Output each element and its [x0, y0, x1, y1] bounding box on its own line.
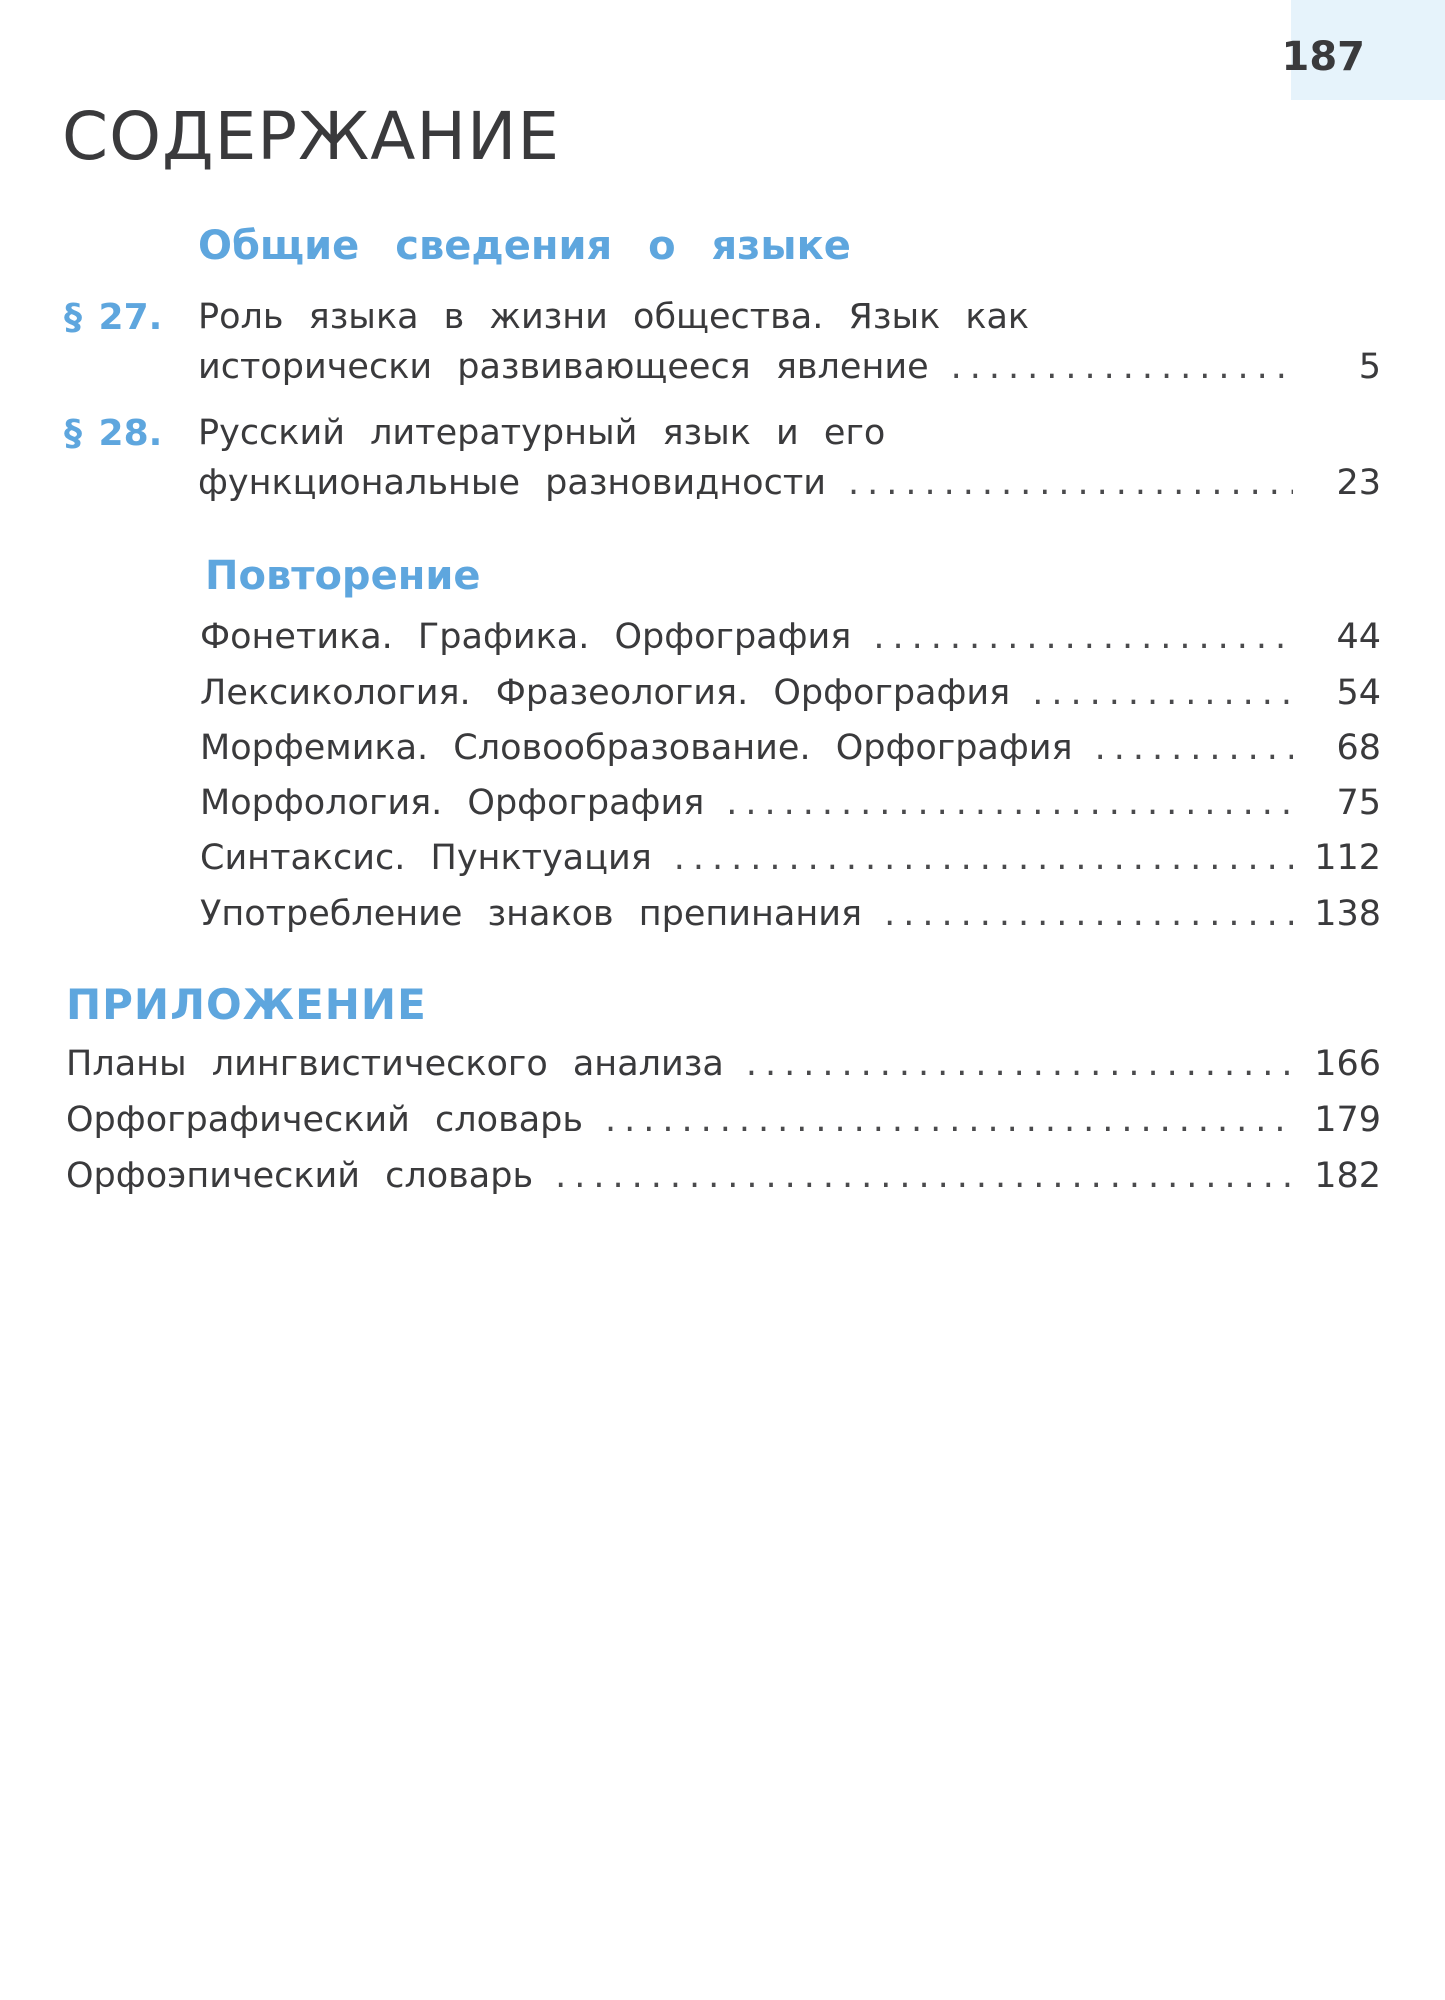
toc-entry-text: Лексикология. Фразеология. Орфография — [200, 673, 1011, 713]
toc-entry-text: исторически развивающееся явление — [198, 347, 929, 387]
toc-entry-text: Орфоэпический словарь — [66, 1156, 534, 1196]
dot-leader — [726, 786, 1293, 821]
toc-entry-text: Планы лингвистического анализа — [66, 1044, 724, 1084]
toc-entry-page: 23 — [1336, 463, 1381, 503]
dot-leader — [848, 466, 1293, 501]
toc-entry-page: 179 — [1314, 1100, 1381, 1140]
toc-entry-text: Морфология. Орфография — [200, 783, 705, 823]
dot-leader — [951, 350, 1293, 385]
toc-entry-page: 182 — [1314, 1156, 1381, 1196]
dot-leader — [1095, 731, 1293, 766]
toc-entry-page: 54 — [1336, 673, 1381, 713]
paragraph-number: § 28. — [64, 413, 163, 454]
section-heading-review: Повторение — [205, 553, 481, 599]
toc-entry-text: Синтаксис. Пунктуация — [200, 838, 652, 878]
dot-leader — [605, 1103, 1293, 1138]
dot-leader — [1032, 676, 1293, 711]
toc-entry-text: Фонетика. Графика. Орфография — [200, 617, 852, 657]
toc-entry-page: 112 — [1314, 838, 1381, 878]
toc-entry-text: функциональные разновидности — [198, 463, 826, 503]
toc-entry-page: 166 — [1314, 1044, 1381, 1084]
toc-entry-page: 75 — [1336, 783, 1381, 823]
toc-entry-text: Употребление знаков препинания — [200, 894, 863, 934]
dot-leader — [746, 1047, 1293, 1082]
toc-entry-page: 138 — [1314, 894, 1381, 934]
section-heading-appendix: ПРИЛОЖЕНИЕ — [66, 980, 427, 1029]
toc-title: СОДЕРЖАНИЕ — [62, 98, 561, 175]
page-number: 187 — [1281, 34, 1365, 80]
dot-leader — [674, 841, 1293, 876]
dot-leader — [873, 620, 1293, 655]
toc-entry-text: Орфографический словарь — [66, 1100, 583, 1140]
dot-leader — [884, 897, 1293, 932]
paragraph-number: § 27. — [64, 297, 163, 338]
toc-entry-page: 68 — [1336, 728, 1381, 768]
toc-entry-page: 44 — [1336, 617, 1381, 657]
toc-entry-text: Роль языка в жизни общества. Язык как — [198, 297, 1030, 337]
section-heading-general: Общие сведения о языке — [198, 223, 851, 269]
toc-entry-page: 5 — [1358, 347, 1381, 387]
toc-entry-text: Русский литературный язык и его — [198, 413, 886, 453]
dot-leader — [555, 1159, 1293, 1194]
toc-entry-text: Морфемика. Словообразование. Орфография — [200, 728, 1073, 768]
